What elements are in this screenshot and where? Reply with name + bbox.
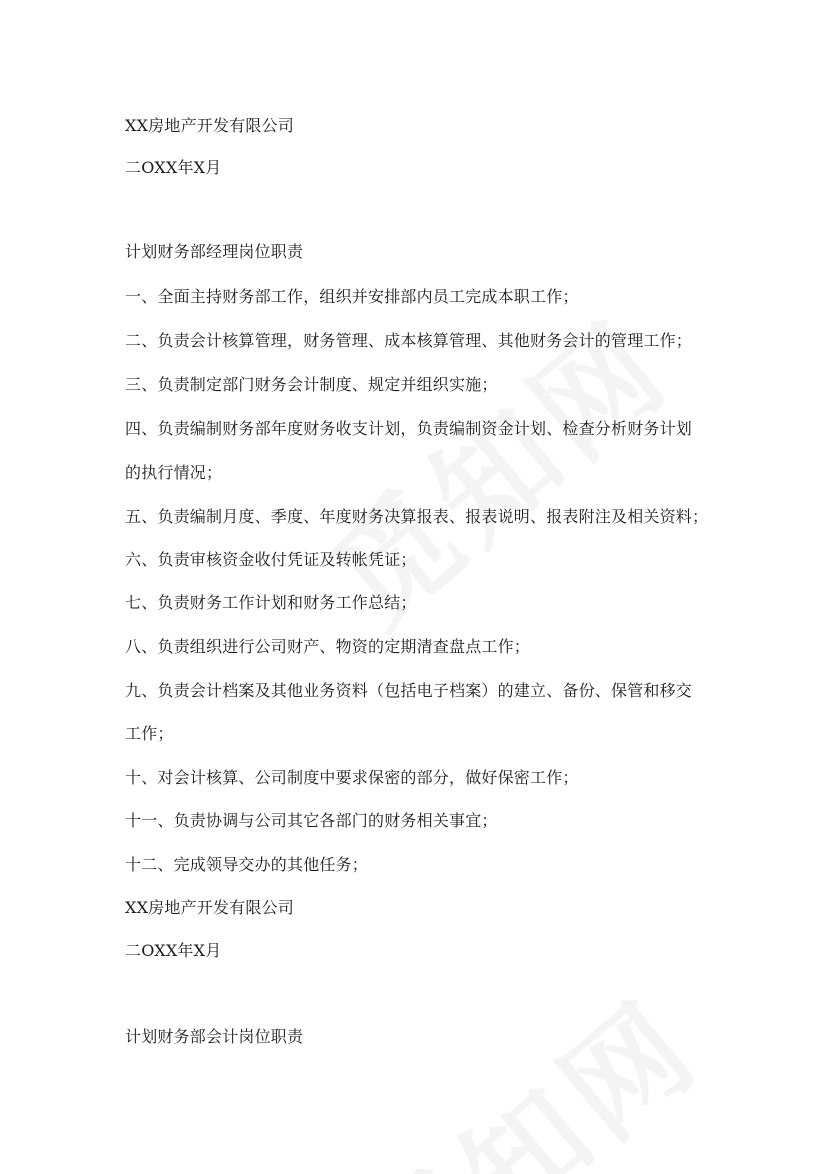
duty-item: 二、负责会计核算管理，财务管理、成本核算管理、其他财务会计的管理工作；	[125, 331, 693, 350]
duty-item-continued: 的执行情况；	[125, 463, 223, 482]
duty-item: 三、负责制定部门财务会计制度、规定并组织实施；	[125, 375, 498, 394]
duty-item: 四、负责编制财务部年度财务收支计划，负责编制资金计划、检查分析财务计划	[125, 419, 693, 438]
duty-item: 十二、完成领导交办的其他任务；	[125, 855, 369, 874]
duty-item: 九、负责会计档案及其他业务资料（包括电子档案）的建立、备份、保管和移交	[125, 681, 693, 700]
duty-item: 一、全面主持财务部工作，组织并安排部内员工完成本职工作；	[125, 287, 579, 306]
document-date: 二OXX年X月	[125, 941, 222, 960]
watermark	[320, 955, 729, 1174]
duty-item-continued: 工作；	[125, 724, 174, 743]
section-title-accountant: 计划财务部会计岗位职责	[125, 1027, 304, 1046]
company-name: XX房地产开发有限公司	[125, 116, 294, 135]
duty-item: 六、负责审核资金收付凭证及转帐凭证；	[125, 550, 417, 569]
duty-item: 五、负责编制月度、季度、年度财务决算报表、报表说明、报表附注及相关资料；	[125, 507, 709, 526]
document-date: 二OXX年X月	[125, 158, 222, 177]
duty-item: 七、负责财务工作计划和财务工作总结；	[125, 593, 417, 612]
duty-item: 十一、负责协调与公司其它各部门的财务相关事宜；	[125, 811, 498, 830]
duty-item: 八、负责组织进行公司财产、物资的定期清查盘点工作；	[125, 637, 531, 656]
company-name: XX房地产开发有限公司	[125, 898, 294, 917]
section-title-manager: 计划财务部经理岗位职责	[125, 242, 304, 261]
duty-item: 十、对会计核算、公司制度中要求保密的部分，做好保密工作；	[125, 768, 579, 787]
